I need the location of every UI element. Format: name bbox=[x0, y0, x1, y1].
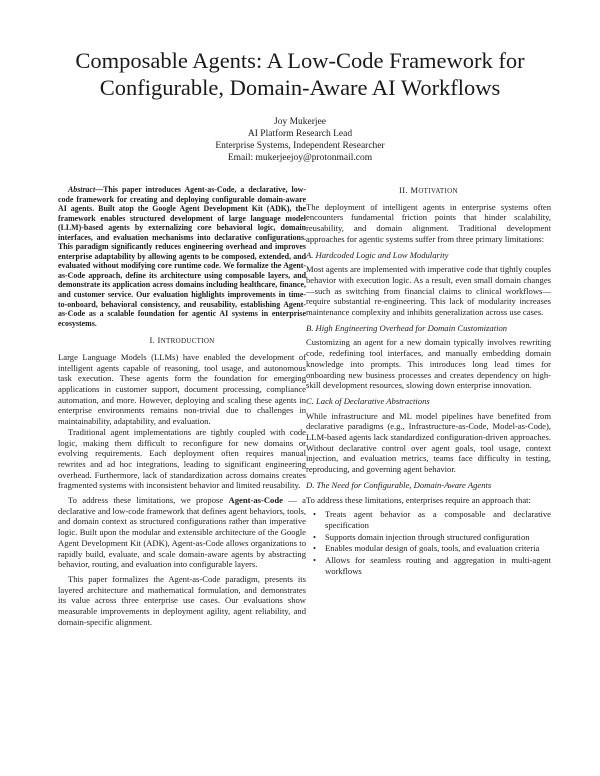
abstract-text: —This paper introduces Agent-as-Code, a declarative, low-code framework for creating and deploying configurable domain-aware AI agents. Built atop the Google Agent Development Kit (ADK), the framework enables structured development of large language model (LLM)-based agents by externalizing core behavioral logic, domain interfaces, and evaluation mechanisms into declarative configurations. This paradigm significantly reduces engineering overhead and improves enterprise adaptability by allowing agents to be composed, extended, and evaluated without modifying core runtime code. We formalize the Agent-as-Code approach, define its architecture using composable layers, and demonstrate its application across domains including healthcare, finance, and customer service. Our evaluation highlights improvements in time-to-onboard, behavioral consistency, and reusability, establishing Agent-as-Code as a scalable foundation for agentic AI systems in enterprise ecosystems. bbox=[58, 185, 306, 328]
section-name: OTIVATION bbox=[418, 187, 458, 195]
intro-paragraph-4: This paper formalizes the Agent-as-Code paradigm, presents its layered architecture and mathematical formulation, and demonstrates its value across three enterprise use cases. Our evaluations show measurable improvements in deployment agility, agent reliability, and domain-specific alignment. bbox=[58, 573, 306, 627]
author-email: Email: mukerjeejoy@protonmail.com bbox=[227, 153, 373, 163]
section-initial: M bbox=[410, 185, 419, 195]
intro-paragraph-3 bbox=[58, 495, 306, 570]
subsection-d-text: To address these limitations, enterprises require an approach that: bbox=[306, 494, 531, 505]
section-heading-introduction bbox=[58, 335, 306, 347]
left-column bbox=[58, 185, 306, 627]
paper-title: Composable Agents: A Low-Code Framework for Configurable, Domain-Aware AI Workflows bbox=[75, 48, 525, 100]
list-item: • Allows for seamless routing and aggregation in multi-agent workflows bbox=[306, 555, 551, 576]
list-item: • Supports domain injection through structured configuration bbox=[306, 532, 551, 543]
intro-p3-after: — a declarative and low-code framework that defines agent behaviors, tools, and domain context as structured configurations rather than imperative logic. Built upon the modular and extensible architecture of the Google Agent Development Kit (ADK), Agent-as-Code allows organizations to rapidly build, evaluate, and scale domain-aware agents by abstracting behavior, routing, and evaluation into configurable layers. bbox=[58, 495, 306, 570]
list-item: • Treats agent behavior as a composable and declarative specification bbox=[306, 509, 551, 530]
section-number: II. bbox=[399, 185, 411, 195]
subsection-c-text: While infrastructure and ML model pipelines have benefited from declarative paradigms (e.g., Infrastructure-as-Code, Model-as-Code), LLM-based agents lack standardized configuration-driven approaches. Without declarative control over agent goals, tool usage, context injection, and evaluation metrics, teams face difficulty in testing, reproducing, and governing agent behavior. bbox=[306, 410, 551, 475]
section-number: I. bbox=[149, 335, 158, 346]
subsection-c-title: C. Lack of Declarative Abstractions bbox=[306, 395, 430, 406]
list-item: • Enables modular design of goals, tools, and evaluation criteria bbox=[306, 543, 551, 554]
requirements-list bbox=[306, 509, 551, 576]
intro-p3-before: To address these limitations, we propose bbox=[68, 495, 229, 506]
intro-p3-bold: Agent-as-Code bbox=[228, 495, 283, 506]
section-initial: I bbox=[157, 335, 161, 346]
section-heading-motivation bbox=[306, 185, 551, 197]
subsection-a-title: A. Hardcoded Logic and Low Modularity bbox=[306, 249, 449, 260]
intro-paragraph-2: Traditional agent implementations are tightly coupled with code logic, making them difficult to reconfigure for new domains or evolving requirements. Each deployment often requires manual rewrites and ad hoc integrations, leading to significant engineering overhead. Furthermore, lack of standardization across domains creates fragmented systems with inconsistent behavior and limited reusability. bbox=[58, 426, 306, 491]
subsection-a-text: Most agents are implemented with imperative code that tightly couples behavior with execution logic. As a result, even small domain changes—such as switching from financial claims to clinical workflows—require substantial re-engineering. This lack of modularity increases maintenance complexity and inhibits generalization across use cases. bbox=[306, 264, 551, 318]
subsection-b-title: B. High Engineering Overhead for Domain Customization bbox=[306, 322, 508, 333]
author-block bbox=[100, 116, 500, 164]
author-name: Joy Mukerjee bbox=[274, 117, 326, 127]
author-affiliation: Enterprise Systems, Independent Researcher bbox=[215, 141, 385, 151]
right-column bbox=[306, 185, 551, 578]
abstract-lead: Abstract bbox=[68, 185, 96, 194]
section-name: NTRODUCTION bbox=[160, 337, 215, 346]
motivation-paragraph-1: The deployment of intelligent agents in enterprise systems often encounters fundamental friction points that hinder scalability, reusability, and domain alignment. Traditional development approaches for agentic systems suffer from three primary limitations: bbox=[306, 201, 551, 244]
author-role: AI Platform Research Lead bbox=[247, 129, 353, 139]
abstract bbox=[58, 185, 306, 328]
subsection-b-text: Customizing an agent for a new domain typically involves rewriting code, redefining tool interfaces, and manually embedding domain knowledge into prompts. This introduces long lead times for onboarding new business processes and creates dependency on high-skill development resources, slowing down enterprise innovation. bbox=[306, 337, 551, 391]
subsection-d-title: D. The Need for Configurable, Domain-Aware Agents bbox=[306, 479, 492, 490]
intro-paragraph-1: Large Language Models (LLMs) have enabled the development of intelligent agents capable of reasoning, tool usage, and autonomous task execution. These agents form the foundation for emerging applications in customer support, document processing, compliance automation, and more. However, deploying and scaling these agents in enterprise environments remains non-trivial due to challenges in maintainability, adaptability, and evaluation. bbox=[58, 351, 306, 427]
